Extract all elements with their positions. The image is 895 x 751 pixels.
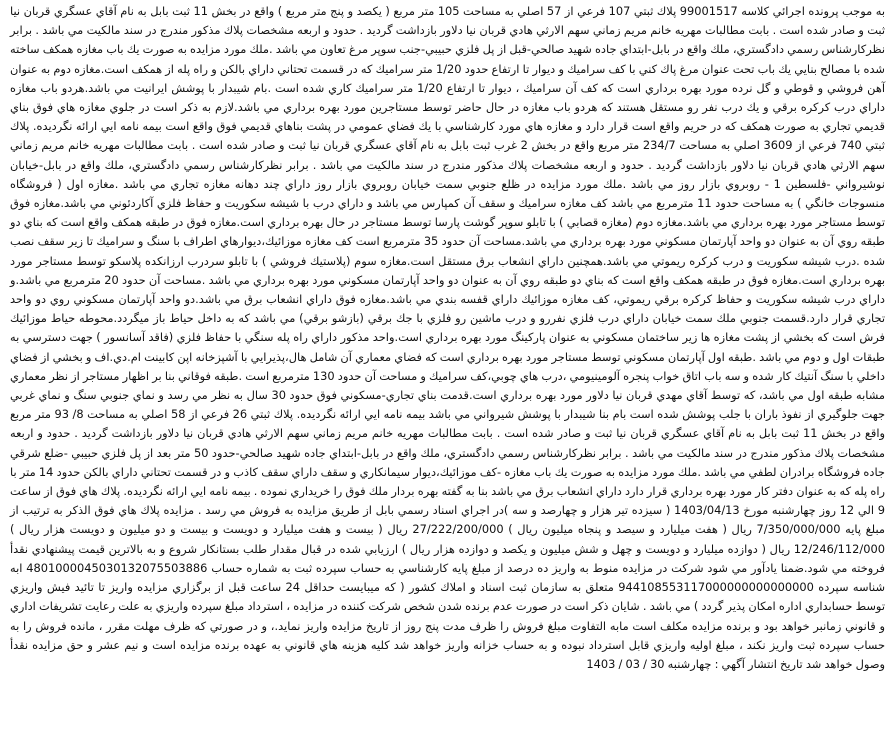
notice-body [10, 2, 885, 674]
notice-paragraph: به موجب پرونده اجرائي كلاسه 99001517 پلاك ثبتي 107 فرعي از 57 اصلي به مساحت 105 متر مربع ( يكصد و پنج متر مربع ) واقع در بخش 11 ثبت بابل به نام آقاي عسگري قربان نيا ثبت و صادر شده است . بابت مطالبات مهريه خانم مريم زماني سهم الارثي هادي قربان نيا دلاور بازداشت گرديد . حدود و اربعه مشخصات پلاك مذكور مندرج در سند مالكيت مي باشد . برابر نظركارشناس رسمي دادگستري، ملك واقع در بابل-ابتداي جاده شهيد صالحي-قبل از پل فلزي حبيبي-جنب سوپر مرغ تعاون مي باشد .ملك مورد مزايده به صورت يك باب مغازه همكف ساخته شده با مصالح بنايي يك باب تحت عنوان مرغ پاك كني با كف سراميك و ديوار تا ارتفاع حدود 1/20 متر سراميك كه در قسمت تحتاني داراي بالكن و راه پله از همكف است.مغازه دوم به عنوان آهن فروشي و قوطي و گل نرده مورد بهره برداري است كه كف آن سراميك ، ديوار تا ارتفاع 1/20 متر سراميك كاري شده است .بام شيبدار با پوشش ايرانيت مي باشد.هردو باب مغازه داراي درب كركره برقي و يك درب نفر رو مستقل هستند كه هردو باب مغازه در حال حاضر توسط مستاجرين مورد بهره برداري مي باشد.لازم به ذكر است در جلوي مغازه هاي فوق بناي قديمي تجاري به صورت همكف كه در حريم واقع است قرار دارد و مغازه هاي مورد كارشناسي با يك فضاي عمومي در پشت بناهاي قديمي فوق واقع است بيمه نامه ايي ارائه نگرديده. پلاك ثبتي 740 فرعي از 3609 اصلي به مساحت 234/7 متر مربع واقع در بخش 2 غرب ثبت بابل به نام آقاي عسگري قربان نيا ثبت و صادر شده است . بابت مطالبات مهريه خانم مريم زماني سهم الارثي هادي قربان نيا دلاور بازداشت گرديد . حدود و اربعه مشخصات پلاك مذكور مندرج در سند مالكيت مي باشد . برابر نظركارشناس رسمي دادگستري، ملك واقع در بابل-خيابان نوشيرواني -فلسطين 1 - روبروي بازار روز مي باشد .ملك مورد مزايده در ظلع جنوبي سمت خيابان روبروي بازار روز داراي چند دهانه مغازه تجاري مي باشد .مغازه اول ( فروشگاه منسوجات خانگي ) به مساحت حدود 11 مترمربع مي باشد كف مغازه سراميك و سقف آن كمپارس مي باشد و داراي درب با شيشه سكوريت و حفاظ فلزي آكاردئوني مي باشد.مغازه فوق توسط مستاجر مورد بهره برداري مي باشد.مغازه دوم (مغازه قصابي ) با تابلو سوپر گوشت پارسا توسط مستاجر در حال بهره برداري است.مغازه فوق در طبقه همكف واقع است كه بناي دو طبقه روي آن به عنوان دو واحد آپارتمان مسكوني مورد بهره برداري مي باشد.مساحت آن حدود 35 مترمربع است كف مغازه موزائيك،ديوارهاي اطراف با سنگ و سراميك تا زير سقف نصب شده .درب شيشه سكوريت و درب كركره ريموتي مي باشد.همچنين داراي انشعاب برق مستقل است.مغازه سوم (پلاستيك فروشي ) با تابلو سردرب ارزانكده پلاسكو توسط مستاجر مورد بهره برداري است.مغازه فوق در طبقه همكف واقع است كه بناي دو طبقه روي آن به عنوان دو واحد آپارتمان مسكوني مورد بهره برداري مي باشد .مساحت آن حدود 20 مترمربع مي باشد.و داراي درب شيشه سكوريت و حفاظ كركره برقي ريموتي، كف مغازه موزائيك داراي قفسه بندي مي باشد.مغازه فوق داراي انشعاب برق مي باشد.دو واحد آپارتمان مسكوني روي دو واحد تجاري قرار دارد.قسمت جنوبي ملك سمت خيابان داراي درب فلزي نفررو و درب ماشين رو فلزي با جك برقي (بازشو برقي) مي باشد كه به داخل حياط باز ميگردد.محوطه حياط موزائيك فرش است كه بخشي از پشت مغازه ها زير ساختمان مسكوني به عنوان پاركينگ مورد بهره برداري است.واحد مذكور داراي راه پله سنگي با حفاظ فلزي (فاقد آسانسور ) جهت دسترسي به طبقات اول و دوم مي باشد .طبقه اول آپارتمان مسكوني توسط مستاجر مورد بهره برداري است كه فضاي معماري آن شامل هال،پذيرايي با آشپزخانه اپن كابينت ام.دي.اف و بخشي از فضاي داخلي با سنگ آنتيك كار شده و سه باب اتاق خواب پنجره آلومينيومي ،درب هاي چوبي،كف سراميك و مساحت آن حدود 130 مترمربع است .طبقه فوقاني بنا بر اظهار مستاجر از نظر معماري مشابه طبقه اول مي باشد، كه توسط آقاي مهدي قربان نيا دلاور مورد بهره برداري است.قدمت بناي تجاري-مسكوني فوق حدود 30 سال به نظر مي رسد و نماي جنوبي سنگ و نماي غربي جهت جلوگيري از نفوذ باران با جلب پوشش شده است بام بنا شيبدار با پوشش شيرواني مي باشد بيمه نامه ايي ارائه نگرديده. پلاك ثبتي 26 فرعي از 58 اصلي به مساحت 8/ 93 متر مربع واقع در بخش 11 ثبت بابل به نام آقاي عسگري قربان نيا ثبت و صادر شده است . بابت مطالبات مهريه خانم مريم زماني سهم الارثي هادي قربان نيا دلاور بازداشت گرديد . حدود و اربعه مشخصات پلاك مذكور مندرج در سند مالكيت مي باشد . برابر نظركارشناس رسمي دادگستري، ملك واقع در بابل-ابتداي جاده شهيد صالحي-حدود 50 متر بعد از پل فلزي حبيبي -ضلع شرقي جاده فروشگاه برادران لطفي مي باشد .ملك مورد مزايده به صورت يك باب مغازه -كف موزائيك،ديوار سيمانكاري و سقف داراي سقف كاذب و در قسمت تحتاني داراي بالكن حدود 14 متر با راه پله كه به عنوان دفتر كار مورد بهره برداري قرار دارد داراي انشعاب برق مي باشد بنا به گفته بهره بردار ملك فوق را خريداري نموده . بيمه نامه ايي ارائه نگرديده. پلاك هاي فوق از ساعت 9 الي 12 روز چهارشنبه مورخ 1403/04/13 ( سيزده تير هزار و چهارصد و سه )در اجراي اسناد رسمي بابل از طريق مزايده به فروش مي رسد . مزايده پلاك هاي فوق الذكر به ترتيب از مبلغ پايه 7/350/000/000 ريال ( هفت ميليارد و سيصد و پنجاه ميليون ريال ) 27/222/200/000 ريال ( بيست و هفت ميليارد و دويست و بيست و دو ميليون و دويست هزار ريال ) 12/246/112/000 ريال ( دوازده ميليارد و دويست و چهل و شش ميليون و يكصد و دوازده هزار ريال ) ارزيابي شده در قبال مقدار طلب بستانكار شروع و به بالاترين قيمت پيشنهادي نقدأ فروخته مي شود.ضمنا يادآور مي شود شركت در مزايده منوط به واريز ده درصد از مبلغ پايه كارشناسي به حساب سپرده ثبت به شماره حساب 4801000045030132075503886 ابه شناسه سپرده 944108553117000000000000000 متعلق به سازمان ثبت اسناد و املاك كشور ( كه ميبايست حداقل 24 ساعت قبل از برگزاري مزايده واريز تا تائيد فيش واريزي توسط حسابداري اداره امكان پذير گردد ) مي باشد . شايان ذكر است در صورت عدم برنده شدن شخص شركت كننده در مزايده ، استرداد مبلغ سپرده واريزي به علت رعايت تشريفات اداري و قانوني زمانبر خواهد بود و برنده مزايده مكلف است مابه التفاوت مبلغ فروش را ظرف مدت پنج روز از تاريخ مزايده واريز نمايد.، و در صورتي كه ظرف مهلت مقرر ، مانده فروش را به حساب سپرده ثبت واريز نكند ، مبلغ اوليه واريزي قابل استرداد نبوده و به حساب خزانه واريز خواهد شد كليه هزينه هاي قانوني به عهده برنده مزايده است و نيم عشر و حق مزايده نقدأ وصول خواهد شد تاريخ انتشار آگهي : چهارشنبه 30 / 03 / 1403 [10, 4, 886, 671]
